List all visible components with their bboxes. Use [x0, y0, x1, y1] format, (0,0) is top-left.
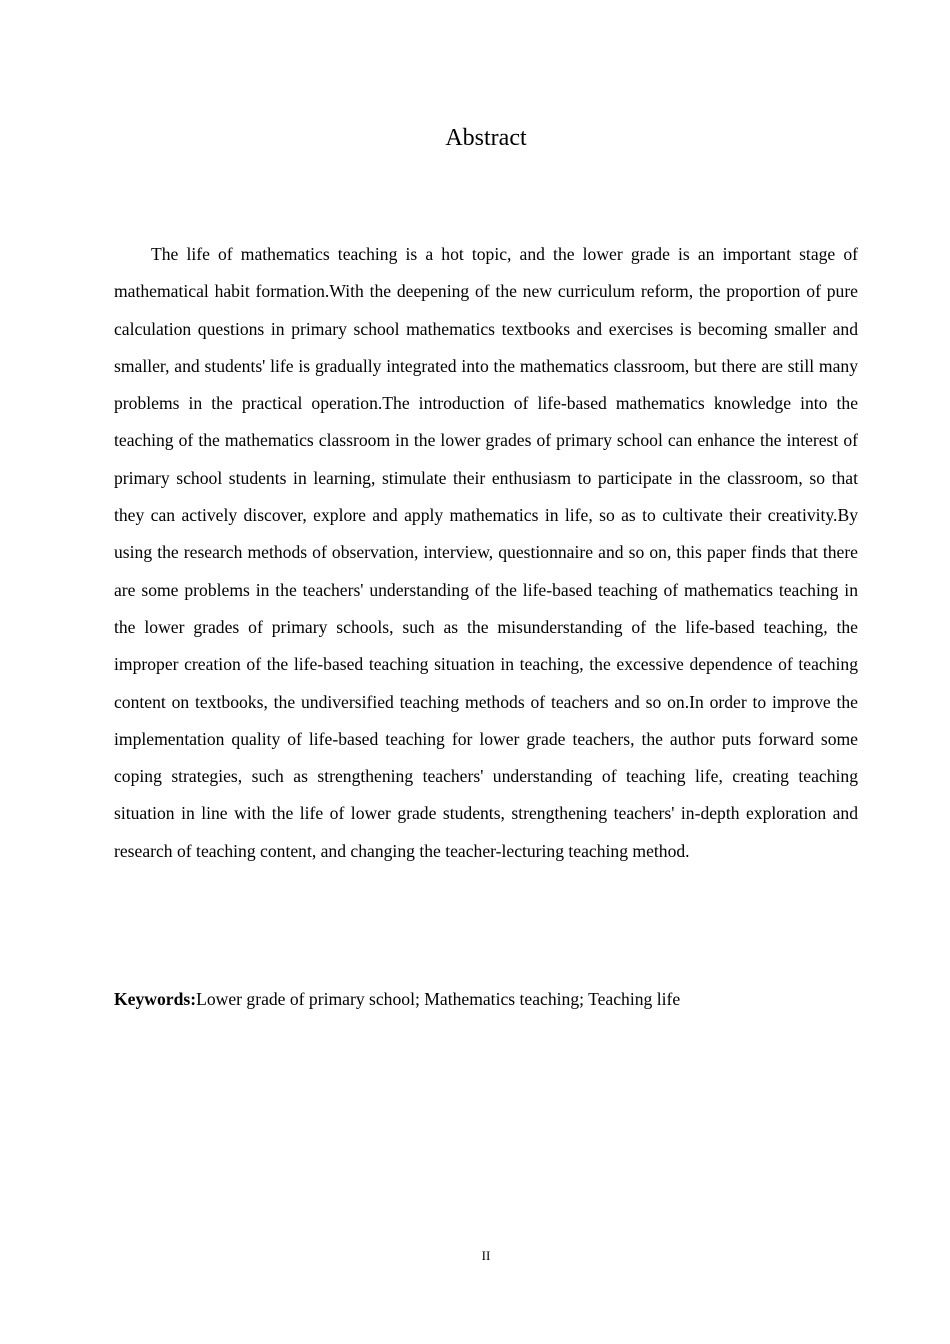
keywords-line [114, 984, 858, 1014]
keywords-label: Keywords: [114, 989, 197, 1009]
abstract-body: The life of mathematics teaching is a hot topic, and the lower grade is an important stage of mathematical habit formation.With the deepening of the new curriculum reform, the proportion of pure calculation questions in primary school mathematics textbooks and exercises is becoming smaller and smaller, and students' life is gradually integrated into the mathematics classroom, but there are still many problems in the practical operation.The introduction of life-based mathematics knowledge into the teaching of the mathematics classroom in the lower grades of primary school can enhance the interest of primary school students in learning, stimulate their enthusiasm to participate in the classroom, so that they can actively discover, explore and apply mathematics in life, so as to cultivate their creativity.By using the research methods of observation, interview, questionnaire and so on, this paper finds that there are some problems in the teachers' understanding of the life-based teaching of mathematics teaching in the lower grades of primary schools, such as the misunderstanding of the life-based teaching, the improper creation of the life-based teaching situation in teaching, the excessive dependence of teaching content on textbooks, the undiversified teaching methods of teachers and so on.In order to improve the implementation quality of life-based teaching for lower grade teachers, the author puts forward some coping strategies, such as strengthening teachers' understanding of teaching life, creating teaching situation in line with the life of lower grade students, strengthening teachers' in-depth exploration and research of teaching content, and changing the teacher-lecturing teaching method. [114, 244, 858, 861]
keywords-value: Lower grade of primary school; Mathematics teaching; Teaching life [196, 989, 681, 1009]
page-number: II [481, 1248, 491, 1263]
abstract-title: Abstract [445, 125, 527, 151]
